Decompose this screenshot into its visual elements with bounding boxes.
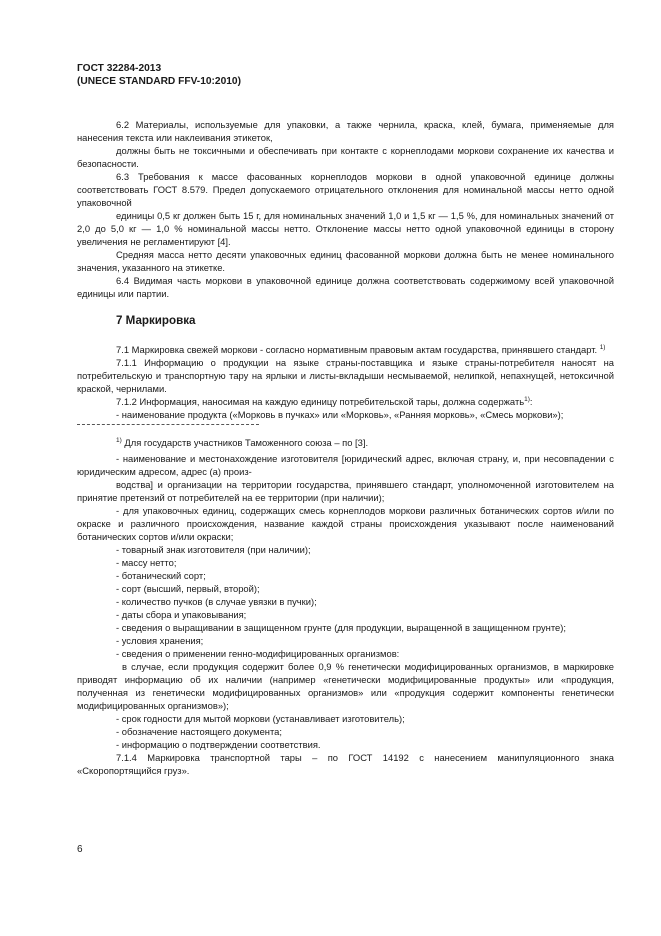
clause-7-1-text: 7.1 Маркировка свежей моркови - согласно нормативным правовым актам государства, принявшего стандарт. — [116, 344, 598, 355]
footnote-ref: 1) — [599, 344, 606, 351]
item-botanical-variety: - ботанический сорт; — [116, 570, 206, 581]
clause-7-1-2-text: 7.1.2 Информация, наносимая на каждую единицу потребительской тары, должна содержать — [116, 396, 525, 407]
item-storage: - условия хранения; — [116, 635, 204, 646]
item-grade: - сорт (высший, первый, второй); — [116, 583, 260, 594]
clause-7-1-2-colon: : — [529, 396, 533, 407]
item-manufacturer-b: водства] и организации на территории государства, принявшего стандарт, уполномоченной изготовителем на принятие претензий от потребителей на ее территории (при наличии); — [77, 479, 614, 503]
standard-equivalent: (UNECE STANDARD FFV-10:2010) — [77, 76, 241, 87]
page-number: 6 — [77, 844, 83, 855]
item-greenhouse: - сведения о выращивании в защищенном грунте (для продукции, выращенной в защищенном грунте); — [116, 622, 566, 633]
clause-7-1-4: 7.1.4 Маркировка транспортной тары – по ГОСТ 14192 с нанесением манипуляционного знака «Скоропортящийся груз». — [77, 752, 614, 776]
item-shelf-life: - срок годности для мытой моркови (устанавливает изготовитель); — [116, 713, 405, 724]
item-document-designation: - обозначение настоящего документа; — [116, 726, 282, 737]
item-product-name: - наименование продукта («Морковь в пучках» или «Морковь», «Ранняя морковь», «Смесь моркови»); — [116, 409, 564, 420]
clause-6-4: 6.4 Видимая часть моркови в упаковочной единице должна соответствовать содержимому всей упаковочной единицы или партии. — [77, 275, 614, 299]
page-content — [77, 118, 614, 777]
clause-7-1-1: 7.1.1 Информацию о продукции на языке страны-поставщика и языке страны-потребителя наносят на потребительскую и транспортную тару на ярлыки и листы-вкладыши несмываемой, нелипкой, непахнущей, нетоксичной краской, чернилами. — [77, 357, 614, 394]
clause-6-2-a: 6.2 Материалы, используемые для упаковки, а также чернила, краска, клей, бумага, применяемые для нанесения текста или наклеивания этикеток, — [77, 119, 614, 143]
clause-7-1 — [77, 343, 614, 356]
footnote — [77, 436, 614, 449]
clause-6-2-b: должны быть не токсичными и обеспечивать при контакте с корнеплодами моркови сохранение их качества и безопасности. — [77, 145, 614, 169]
standard-number: ГОСТ 32284-2013 — [77, 63, 162, 74]
item-trademark: - товарный знак изготовителя (при наличии); — [116, 544, 311, 555]
item-manufacturer-a: - наименование и местонахождение изготовителя [юридический адрес, включая страну, и, при несовпадении с юридическим адресом, адрес (а) произ- — [77, 453, 614, 477]
footnote-ref: 1) — [524, 396, 530, 403]
footnote-separator — [77, 424, 259, 425]
item-mixed-varieties: - для упаковочных единиц, содержащих смесь корнеплодов моркови различных ботанических сортов и/или по окраске и различного происхождения, название каждой страны происхождения указывают после наименований ботанических сортов и/или окраски; — [77, 505, 614, 542]
item-dates: - даты сбора и упаковывания; — [116, 609, 247, 620]
document-header — [77, 62, 617, 88]
footnote-mark: 1) — [116, 437, 122, 444]
footnote-text: Для государств участников Таможенного союза – по [3]. — [124, 437, 369, 448]
item-gmo: - сведения о применении генно-модифицированных организмов: — [116, 648, 400, 659]
clause-7-1-2 — [77, 395, 614, 408]
clause-6-3-b: единицы 0,5 кг должен быть 15 г, для номинальных значений 1,0 и 1,5 кг — 1,5 %, для номинальных значений от 2,0 до 5,0 кг — 1,0 % номинальной массы нетто. Отклонение массы нетто одной упаковочной единицы в сторону увеличения не регламентируют [4]. — [77, 210, 614, 247]
clause-6-3-a: 6.3 Требования к массе фасованных корнеплодов моркови в одной упаковочной единице должны соответствовать ГОСТ 8.579. Предел допускаемого отрицательного отклонения для номинальной массы нетто одной упаковочной — [77, 171, 614, 208]
section-7-title: 7 Маркировка — [116, 314, 196, 327]
clause-6-3-c: Средняя масса нетто десяти упаковочных единиц фасованной моркови должна быть не менее номинального значения, указанного на этикетке. — [77, 249, 614, 273]
item-gmo-detail: в случае, если продукция содержит более 0,9 % генетически модифицированных организмов, в маркировке приводят информацию об их наличии (например «генетически модифицированные продукты» или «продукция, полученная из генетически модифицированных организмов» или «продукция содержит компоненты генетически модифицированных организмов»); — [77, 661, 614, 711]
item-conformity: - информацию о подтверждении соответствия. — [116, 739, 321, 750]
item-net-mass: - массу нетто; — [116, 557, 177, 568]
item-bunches: - количество пучков (в случае увязки в пучки); — [116, 596, 317, 607]
